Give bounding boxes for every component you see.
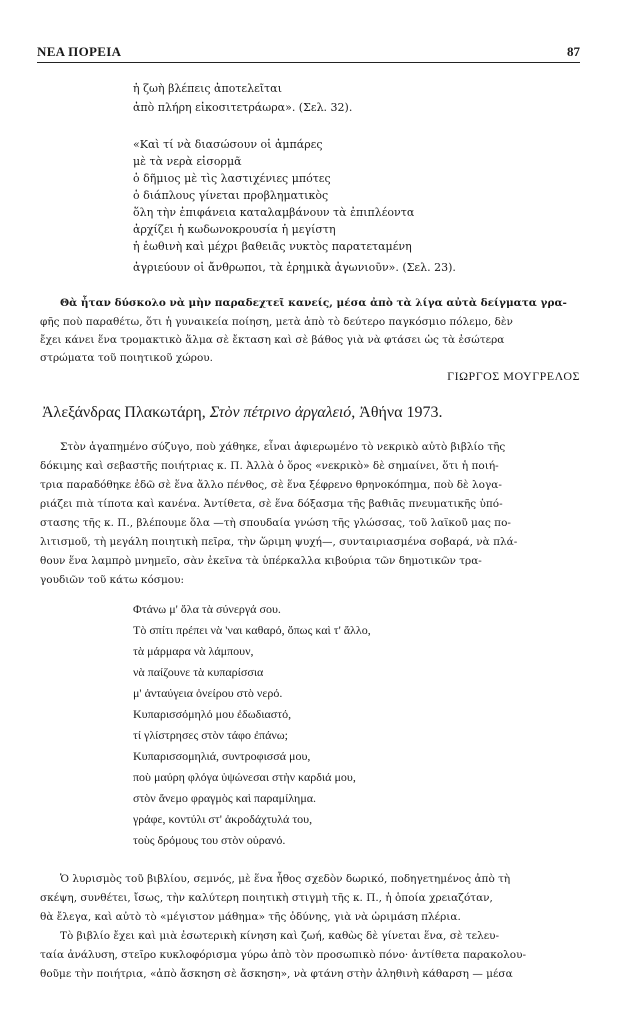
quote-intro-line: ἡ ζωὴ βλέπεις ἀποτελεῖται	[133, 82, 282, 95]
paragraph-line: θὰ ἔλεγα, καὶ αὐτὸ τὸ «μέγιστον μάθημα» τῆς ὀδύνης, γιὰ νὰ ὡριμάση πλέρια.	[40, 911, 461, 923]
poem-line: Τὸ σπίτι πρέπει νὰ 'ναι καθαρό, ὅπως καὶ τ' ἄλλο,	[133, 623, 371, 637]
poem-line: στὸν ἄνεμο φραγμὸς καὶ παραμίλημα.	[133, 791, 317, 805]
review-book-title: Στὸν πέτρινο ἀργαλειό	[209, 404, 352, 421]
paragraph-line: Τὸ βιβλίο ἔχει καὶ μιὰ ἐσωτερικὴ κίνηση καὶ ζωή, καθὼς δὲ γίνεται ἕνα, σὲ τελευ-	[60, 930, 500, 942]
poem-line: ποὺ μαύρη φλόγα ὑψώνεσαι στὴν καρδιά μου,	[133, 770, 356, 784]
quote-poem-line: ἡ ἑωθινὴ καὶ μέχρι βαθειᾶς νυκτὸς παρατεταμένη	[133, 240, 412, 253]
paragraph-line: στασης τῆς κ. Π., βλέπουμε ὅλα —τὴ σπουδαία γνώση τῆς γλώσσας, τοῦ λαϊκοῦ μας πο-	[40, 517, 511, 529]
paragraph-line: θουν ἕνα λαμπρὸ μνημεῖο, σὰν ἐκεῖνα τὰ ὑπέρκαλλα κιβούρια τῶν δημοτικῶν τρα-	[40, 555, 482, 567]
poem-line: Κυπαρισσομηλιά, συντροφισσά μου,	[133, 749, 311, 763]
poem-line: τοὺς δρόμους του στὸν οὐρανό.	[133, 833, 286, 847]
poem-line: Φτάνω μ' ὅλα τὰ σύνεργά σου.	[133, 602, 281, 616]
paragraph-line: Ὁ λυρισμὸς τοῦ βιβλίου, σεμνός, μὲ ἕνα ἦθος σχεδὸν δωρικό, ποδηγετημένος ἀπὸ τὴ	[60, 873, 511, 885]
paragraph-line: ριάζει πιὰ τίποτα καὶ κανένα. Ἀντίθετα, σὲ ἕνα δόξασμα τῆς βαθιᾶς πνευματικῆς ὑπό-	[40, 498, 503, 510]
poem-line: μ' ἀνταύγεια ὀνείρου στὸ νερό.	[133, 686, 283, 700]
paragraph-line: Θὰ ἦταν δύσκολο νὰ μὴν παραδεχτεῖ κανείς, μέσα ἀπὸ τὰ λίγα αὐτὰ δείγματα γρα-	[60, 297, 567, 309]
page-header	[37, 40, 580, 63]
quote-poem-line: ἀγριεύουν οἱ ἄνθρωποι, τὰ ἐρημικὰ ἀγωνιοῦν». (Σελ. 23).	[133, 261, 456, 274]
paragraph-line: λιτισμοῦ, τὴ μεγάλη ποιητικὴ πεῖρα, τὴν ὥριμη ψυχή—, συνταιριασμένα σοβαρά, νὰ πλά-	[40, 536, 518, 548]
journal-title: ΝΕΑ ΠΟΡΕΙΑ	[37, 44, 122, 59]
quote-poem-line: ὁ διάπλους γίνεται προβληματικὸς	[133, 189, 329, 202]
poem-line: νὰ παίζουνε τὰ κυπαρίσσια	[133, 665, 264, 679]
poem-line: Κυπαρισσόμηλό μου ἐδωδιαστό,	[133, 707, 292, 721]
quote-poem-line: μὲ τὰ νερὰ εἰσορμᾶ	[133, 155, 242, 168]
poem-line: γράφε, κοντύλι στ' ἀκροδάχτυλά του,	[133, 812, 313, 826]
page-number: 87	[567, 44, 580, 59]
paragraph-line: ταία ἀνάλυση, στεῖρο κυκλοφόρισμα γύρω ἀπὸ τὸν προσωπικὸ πόνο· ἀντίθετα παρακολου-	[40, 949, 527, 961]
paragraph-line: γουδιῶν τοῦ κάτω κόσμου:	[40, 574, 185, 586]
paragraph-line: στρώματα τοῦ ποιητικοῦ χώρου.	[40, 352, 214, 364]
author-signature: ΓΙΩΡΓΟΣ ΜΟΥΓΡΕΛΟΣ	[447, 369, 580, 383]
poem-line: τὰ μάρμαρα νὰ λάμπουν,	[133, 644, 254, 658]
paragraph-line: ἔχει κάνει ἕνα τρομακτικὸ ἅλμα σὲ ἔκταση καὶ σὲ βάθος γιὰ νὰ φτάσει ὡς τὰ ἐσώτερα	[40, 334, 505, 346]
review-author: Ἀλεξάνδρας Πλακωτάρη,	[42, 404, 210, 421]
quote-poem-line: ὁ δῆμιος μὲ τὶς λαστιχένιες μπότες	[133, 172, 331, 185]
quote-poem-line: «Καὶ τί νὰ διασώσουν οἱ ἀμπάρες	[133, 138, 323, 151]
poem-line: τί γλίστρησες στὸν τάφο ἐπάνω;	[133, 728, 289, 742]
paragraph-line: φῆς ποὺ παραθέτω, ὅτι ἡ γυναικεία ποίηση, μετὰ ἀπὸ τὸ δεύτερο παγκόσμιο πόλεμο, δὲν	[40, 316, 513, 328]
paragraph-line: δόκιμης καὶ σεβαστῆς ποιήτριας κ. Π. Ἀλλὰ ὁ ὅρος «νεκρικὸ» δὲ σημαίνει, ὅτι ἡ ποιή-	[40, 460, 499, 472]
paragraph-line: σκέψη, συνθέτει, ἴσως, τὴν καλύτερη ποιητικὴ στιγμὴ τῆς κ. Π., ἡ ὁποία χρειαζόταν,	[40, 892, 493, 904]
paragraph-line: θοῦμε τὴν ποιήτρια, «ἀπὸ ἄσκηση σὲ ἄσκηση», νὰ φτάνη στὴν ἀληθινὴ κάθαρση — μέσα	[40, 968, 513, 980]
review-title	[42, 404, 442, 422]
paragraph-line: Στὸν ἀγαπημένο σύζυγο, ποὺ χάθηκε, εἶναι ἀφιερωμένο τὸ νεκρικὸ αὐτὸ βιβλίο τῆς	[60, 441, 506, 453]
quote-poem-line: ὅλη τὴν ἐπιφάνεια καταλαμβάνουν τὰ ἐπιπλέοντα	[133, 206, 415, 219]
review-place-year: , Ἀθήνα 1973.	[351, 404, 443, 421]
paragraph-line: τρια παραδόθηκε ἐδῶ σὲ ἕνα ἄλλο πένθος, σὲ ἕνα ξέφρενο θρηνοκόπημα, ποὺ δὲ λογα-	[40, 479, 502, 491]
quote-intro-line: ἀπὸ πλήρη εἰκοσιτετράωρα». (Σελ. 32).	[133, 101, 353, 114]
quote-poem-line: ἀρχίζει ἡ κωδωνοκρουσία ἡ μεγίστη	[133, 223, 336, 236]
